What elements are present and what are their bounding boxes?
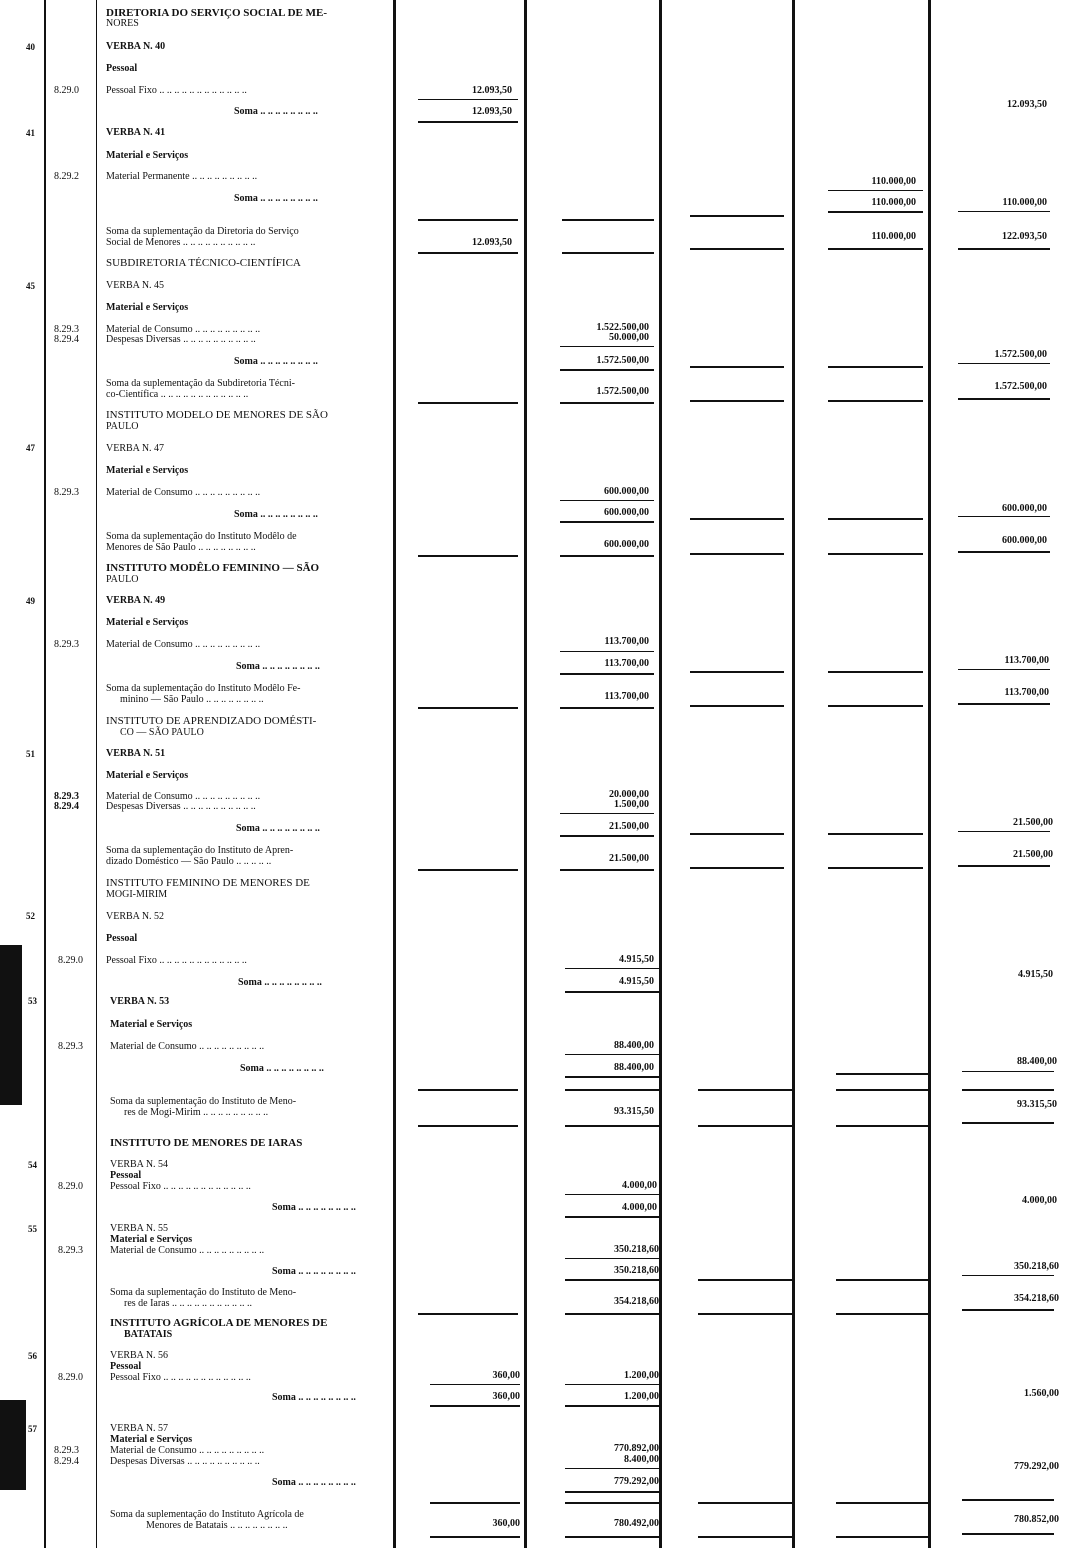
section-title: INSTITUTO AGRÍCOLA DE MENORES DE: [110, 1317, 328, 1329]
verba-label: VERBA N. 56: [110, 1350, 169, 1361]
value: 1.200,00: [624, 1370, 659, 1381]
code: 8.29.3: [58, 1245, 83, 1256]
value: 113.700,00: [604, 636, 649, 647]
row-marker: 47: [26, 443, 35, 453]
subheading: Material e Serviços: [106, 617, 189, 628]
value: 8.400,00: [624, 1454, 659, 1465]
value: 110.000,00: [871, 231, 916, 242]
value: 113.700,00: [1004, 655, 1049, 666]
column-rule-description: [393, 0, 396, 1548]
value: 12.093,50: [472, 237, 512, 248]
value: 93.315,50: [614, 1106, 654, 1117]
row-marker: 57: [28, 1424, 37, 1434]
value: 122.093,50: [1002, 231, 1047, 242]
column-rule-col4: [928, 0, 931, 1548]
value: 93.315,50: [1017, 1099, 1057, 1110]
soma-label: Soma .. .. .. .. .. .. .. ..: [272, 1202, 356, 1213]
value: 4.915,50: [1018, 969, 1053, 980]
subheading: Pessoal: [106, 63, 138, 74]
section-title: DIRETORIA DO SERVIÇO SOCIAL DE ME-: [106, 7, 327, 19]
subheading: Material e Serviços: [106, 770, 189, 781]
value: 354.218,60: [1014, 1293, 1059, 1304]
value: 1.200,00: [624, 1391, 659, 1402]
subtotal-label: Soma da suplementação do Instituto Modêlo Fe-: [106, 683, 301, 694]
code: 8.29.3: [54, 324, 79, 335]
code: 8.29.4: [54, 334, 79, 345]
soma-label: Soma .. .. .. .. .. .. .. ..: [234, 106, 318, 117]
verba-label: VERBA N. 40: [106, 41, 166, 52]
value: 1.572.500,00: [596, 355, 649, 366]
verba-label: VERBA N. 45: [106, 280, 165, 291]
value: 779.292,00: [614, 1476, 659, 1487]
value: 12.093,50: [472, 106, 512, 117]
section-title: BATATAIS: [124, 1329, 173, 1340]
value: 113.700,00: [604, 658, 649, 669]
value: 780.852,00: [1014, 1514, 1059, 1525]
verba-label: VERBA N. 41: [106, 127, 166, 138]
subtotal-label: res de Mogi-Mirim .. .. .. .. .. .. .. .. ..: [124, 1107, 269, 1118]
value: 779.292,00: [1014, 1461, 1059, 1472]
verba-label: VERBA N. 53: [110, 996, 170, 1007]
code: 8.29.4: [54, 1456, 79, 1467]
row-marker: 52: [26, 911, 35, 921]
subtotal-label: minino — São Paulo .. .. .. .. .. .. .. ..: [120, 694, 264, 705]
value: 21.500,00: [1013, 817, 1053, 828]
section-title: INSTITUTO FEMININO DE MENORES DE: [106, 877, 310, 889]
soma-label: Soma .. .. .. .. .. .. .. ..: [272, 1392, 356, 1403]
item-label: Material de Consumo .. .. .. .. .. .. .. .. ..: [110, 1445, 265, 1456]
item-label: Despesas Diversas .. .. .. .. .. .. .. .. .. ..: [106, 334, 256, 345]
value: 20.000,00: [609, 789, 649, 800]
value: 110.000,00: [871, 176, 916, 187]
subheading: Pessoal: [106, 933, 138, 944]
soma-label: Soma .. .. .. .. .. .. .. ..: [272, 1266, 356, 1277]
subheading: Material e Serviços: [110, 1234, 193, 1245]
item-label: Material de Consumo .. .. .. .. .. .. .. .. ..: [106, 791, 261, 802]
value: 600.000,00: [1002, 503, 1047, 514]
subtotal-label: Soma da suplementação do Instituto de Apren-: [106, 845, 294, 856]
row-marker: 56: [28, 1351, 37, 1361]
value: 88.400,00: [1017, 1056, 1057, 1067]
subheading: Material e Serviços: [106, 465, 189, 476]
code: 8.29.0: [54, 85, 79, 96]
subheading: Material e Serviços: [106, 150, 189, 161]
section-title: PAULO: [106, 574, 139, 585]
column-rule-col1: [524, 0, 527, 1548]
item-label: Material de Consumo .. .. .. .. .. .. .. .. ..: [110, 1245, 265, 1256]
section-title: INSTITUTO DE APRENDIZADO DOMÉSTI-: [106, 715, 317, 727]
subtotal-label: res de Iaras .. .. .. .. .. .. .. .. .. .. ..: [124, 1298, 253, 1309]
code: 8.29.3: [54, 791, 79, 802]
value: 12.093,50: [472, 85, 512, 96]
value: 50.000,00: [609, 332, 649, 343]
code: 8.29.4: [54, 801, 79, 812]
subtotal-label: dizado Doméstico — São Paulo .. .. .. .. ..: [106, 856, 272, 867]
value: 110.000,00: [1002, 197, 1047, 208]
section-title: INSTITUTO DE MENORES DE IARAS: [110, 1137, 303, 1149]
code: 8.29.0: [58, 1181, 83, 1192]
value: 350.218,60: [614, 1244, 659, 1255]
item-label: Pessoal Fixo .. .. .. .. .. .. .. .. .. .. .. ..: [110, 1181, 251, 1192]
value: 4.915,50: [619, 976, 654, 987]
row-marker: 45: [26, 281, 35, 291]
code: 8.29.2: [54, 171, 79, 182]
row-marker: 41: [26, 128, 35, 138]
value: 1.572.500,00: [994, 349, 1047, 360]
value: 4.915,50: [619, 954, 654, 965]
scan-artifact: [0, 1400, 26, 1490]
subtotal-label: Soma da suplementação da Subdiretoria Técni-: [106, 378, 295, 389]
value: 350.218,60: [614, 1265, 659, 1276]
value: 600.000,00: [604, 507, 649, 518]
value: 4.000,00: [1022, 1195, 1057, 1206]
section-title: CO — SÃO PAULO: [120, 727, 204, 738]
value: 1.572.500,00: [596, 386, 649, 397]
item-label: Despesas Diversas .. .. .. .. .. .. .. .. .. ..: [110, 1456, 260, 1467]
column-rule-col2: [659, 0, 662, 1548]
section-title: SUBDIRETORIA TÉCNICO-CIENTÍFICA: [106, 257, 301, 269]
verba-label: VERBA N. 54: [110, 1159, 169, 1170]
item-label: Pessoal Fixo .. .. .. .. .. .. .. .. .. .. .. ..: [106, 85, 247, 96]
section-title: NORES: [106, 18, 139, 29]
value: 21.500,00: [1013, 849, 1053, 860]
code: 8.29.3: [58, 1041, 83, 1052]
value: 1.500,00: [614, 799, 649, 810]
row-marker: 49: [26, 596, 35, 606]
soma-label: Soma .. .. .. .. .. .. .. ..: [236, 661, 320, 672]
subheading: Material e Serviços: [110, 1019, 193, 1030]
item-label: Material de Consumo .. .. .. .. .. .. .. .. ..: [110, 1041, 265, 1052]
row-marker: 53: [28, 996, 37, 1006]
section-title: MOGI-MIRIM: [106, 889, 168, 900]
row-marker: 54: [28, 1160, 37, 1170]
item-label: Pessoal Fixo .. .. .. .. .. .. .. .. .. .. .. ..: [110, 1372, 251, 1383]
subheading: Material e Serviços: [110, 1434, 193, 1445]
section-title: PAULO: [106, 421, 139, 432]
subtotal-label: co-Científica .. .. .. .. .. .. .. .. .. .. .. ..: [106, 389, 249, 400]
value: 600.000,00: [1002, 535, 1047, 546]
subheading: Pessoal: [110, 1361, 142, 1372]
verba-label: VERBA N. 49: [106, 595, 166, 606]
value: 600.000,00: [604, 539, 649, 550]
subtotal-label: Soma da suplementação do Instituto de Meno-: [110, 1287, 297, 1298]
soma-label: Soma .. .. .. .. .. .. .. ..: [234, 356, 318, 367]
scan-artifact: [0, 945, 22, 1105]
value: 354.218,60: [614, 1296, 659, 1307]
section-title: INSTITUTO MODELO DE MENORES DE SÃO: [106, 409, 328, 421]
subtotal-label: Soma da suplementação da Diretoria do Serviço: [106, 226, 299, 237]
subtotal-label: Social de Menores .. .. .. .. .. .. .. .. .. ..: [106, 237, 256, 248]
soma-label: Soma .. .. .. .. .. .. .. ..: [234, 509, 318, 520]
subtotal-label: Soma da suplementação do Instituto Modêlo de: [106, 531, 297, 542]
value: 113.700,00: [604, 691, 649, 702]
code: 8.29.3: [54, 1445, 79, 1456]
soma-label: Soma .. .. .. .. .. .. .. ..: [238, 977, 322, 988]
value: 4.000,00: [622, 1202, 657, 1213]
item-label: Material Permanente .. .. .. .. .. .. .. .. ..: [106, 171, 258, 182]
value: 360,00: [492, 1518, 520, 1529]
value: 600.000,00: [604, 486, 649, 497]
value: 1.572.500,00: [994, 381, 1047, 392]
column-rule-col3: [792, 0, 795, 1548]
verba-label: VERBA N. 55: [110, 1223, 169, 1234]
value: 21.500,00: [609, 853, 649, 864]
value: 113.700,00: [1004, 687, 1049, 698]
value: 1.560,00: [1024, 1388, 1059, 1399]
code: 8.29.0: [58, 955, 83, 966]
item-label: Material de Consumo .. .. .. .. .. .. .. .. ..: [106, 324, 261, 335]
column-rule-code: [96, 0, 97, 1548]
verba-label: VERBA N. 57: [110, 1423, 169, 1434]
item-label: Material de Consumo .. .. .. .. .. .. .. .. ..: [106, 487, 261, 498]
subtotal-label: Soma da suplementação do Instituto Agrícola de: [110, 1509, 304, 1520]
subtotal-label: Menores de São Paulo .. .. .. .. .. .. .. ..: [106, 542, 256, 553]
soma-label: Soma .. .. .. .. .. .. .. ..: [234, 193, 318, 204]
value: 21.500,00: [609, 821, 649, 832]
code: 8.29.3: [54, 639, 79, 650]
value: 350.218,60: [1014, 1261, 1059, 1272]
row-marker: 40: [26, 42, 35, 52]
item-label: Despesas Diversas .. .. .. .. .. .. .. .. .. ..: [106, 801, 256, 812]
code: 8.29.3: [54, 487, 79, 498]
value: 770.892,00: [614, 1443, 659, 1454]
subheading: Pessoal: [110, 1170, 142, 1181]
item-label: Material de Consumo .. .. .. .. .. .. .. .. ..: [106, 639, 261, 650]
subtotal-label: Menores de Batatais .. .. .. .. .. .. .. ..: [146, 1520, 288, 1531]
soma-label: Soma .. .. .. .. .. .. .. ..: [236, 823, 320, 834]
verba-label: VERBA N. 52: [106, 911, 165, 922]
code: 8.29.0: [58, 1372, 83, 1383]
value: 4.000,00: [622, 1180, 657, 1191]
soma-label: Soma .. .. .. .. .. .. .. ..: [240, 1063, 324, 1074]
row-marker: 51: [26, 749, 35, 759]
value: 360,00: [492, 1391, 520, 1402]
verba-label: VERBA N. 51: [106, 748, 166, 759]
value: 88.400,00: [614, 1040, 654, 1051]
subtotal-label: Soma da suplementação do Instituto de Meno-: [110, 1096, 297, 1107]
value: 110.000,00: [871, 197, 916, 208]
value: 1.522.500,00: [596, 322, 649, 333]
subheading: Material e Serviços: [106, 302, 189, 313]
section-title: INSTITUTO MODÊLO FEMININO — SÃO: [106, 562, 320, 574]
value: 12.093,50: [1007, 99, 1047, 110]
soma-label: Soma .. .. .. .. .. .. .. ..: [272, 1477, 356, 1488]
value: 780.492,00: [614, 1518, 659, 1529]
row-marker: 55: [28, 1224, 37, 1234]
item-label: Pessoal Fixo .. .. .. .. .. .. .. .. .. .. .. ..: [106, 955, 247, 966]
column-rule-left: [44, 0, 46, 1548]
value: 88.400,00: [614, 1062, 654, 1073]
value: 360,00: [492, 1370, 520, 1381]
verba-label: VERBA N. 47: [106, 443, 165, 454]
